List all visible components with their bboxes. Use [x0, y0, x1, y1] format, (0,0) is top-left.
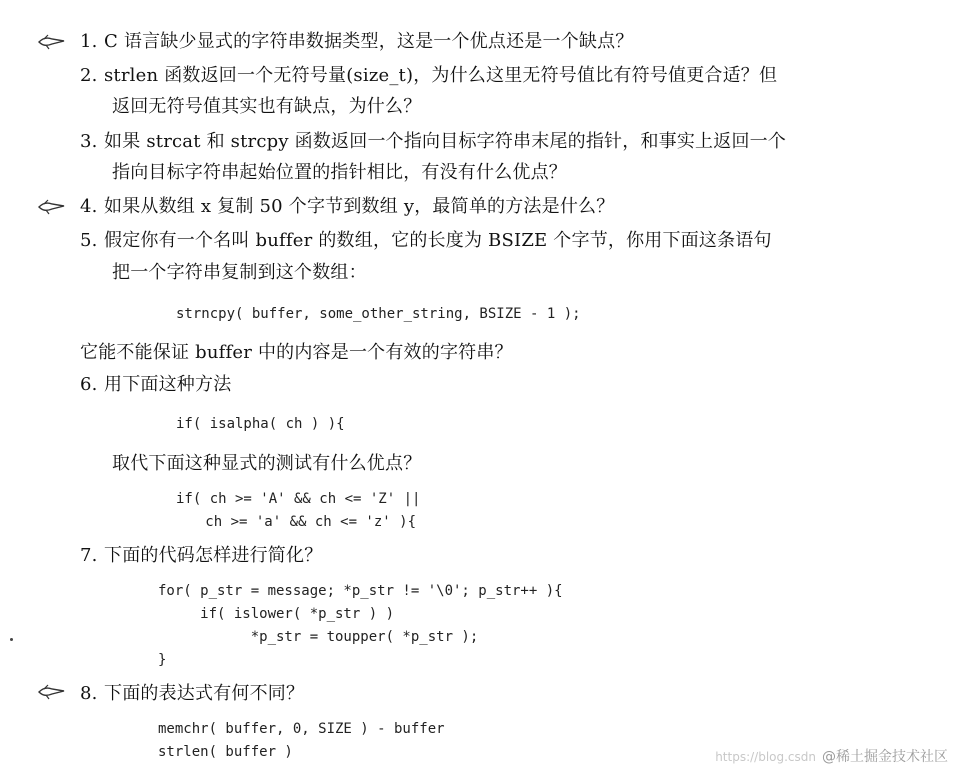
- watermark: [715, 746, 948, 766]
- code-snippet-line: if( ch >= 'A' && ch <= 'Z' ||: [176, 491, 421, 507]
- question-5-continued: [112, 261, 367, 285]
- question-6: [80, 373, 231, 397]
- question-text: 下面的代码怎样进行简化？: [104, 545, 323, 566]
- code-snippet-line: }: [158, 652, 167, 668]
- watermark-text: @稀土掘金技术社区: [822, 749, 948, 765]
- question-number: 7.: [80, 545, 98, 566]
- question-8: [80, 682, 304, 706]
- question-text: 它能不能保证 buffer 中的内容是一个有效的字符串？: [80, 342, 513, 363]
- question-text: 如果从数组 x 复制 50 个字节到数组 y，最简单的方法是什么？: [104, 196, 615, 217]
- question-number: 1.: [80, 31, 98, 52]
- code-snippet-line: if( islower( *p_str ) ): [158, 606, 395, 622]
- question-1: [80, 30, 634, 54]
- watermark-url: https://blog.csdn: [715, 750, 816, 764]
- code-snippet-line: strlen( buffer ): [158, 744, 293, 760]
- scan-speck: [10, 638, 13, 641]
- question-2: [80, 64, 777, 88]
- question-text: 如果 strcat 和 strcpy 函数返回一个指向目标字符串末尾的指针，和事实上返回一个: [104, 131, 787, 152]
- question-number: 4.: [80, 196, 98, 217]
- code-snippet-line: ch >= 'a' && ch <= 'z' ){: [180, 514, 417, 530]
- code-snippet: strncpy( buffer, some_other_string, BSIZE - 1 );: [176, 306, 581, 322]
- code-snippet-line: memchr( buffer, 0, SIZE ) - buffer: [158, 721, 445, 737]
- question-number: 2.: [80, 65, 98, 86]
- question-4: [80, 195, 614, 219]
- hand-pointer-icon: [38, 684, 66, 700]
- question-text: 指向目标字符串起始位置的指针相比，有没有什么优点？: [112, 162, 567, 183]
- question-number: 6.: [80, 374, 98, 395]
- question-text: strlen 函数返回一个无符号量(size_t)，为什么这里无符号值比有符号值更合适？但: [104, 65, 778, 86]
- question-2-continued: [112, 95, 421, 119]
- question-6-middle: [112, 452, 421, 476]
- code-snippet-line: *p_str = toupper( *p_str );: [158, 629, 479, 645]
- code-snippet: if( isalpha( ch ) ){: [176, 416, 345, 432]
- question-text: 取代下面这种显式的测试有什么优点？: [112, 453, 422, 474]
- question-5-followup: [80, 341, 513, 365]
- question-3: [80, 130, 786, 154]
- question-number: 3.: [80, 131, 98, 152]
- question-text: 返回无符号值其实也有缺点，为什么？: [112, 96, 422, 117]
- question-text: 把一个字符串复制到这个数组：: [112, 262, 367, 283]
- question-text: 用下面这种方法: [104, 374, 232, 395]
- question-number: 8.: [80, 683, 98, 704]
- hand-pointer-icon: [38, 199, 66, 215]
- question-text: 假定你有一个名叫 buffer 的数组，它的长度为 BSIZE 个字节，你用下面这条语句: [104, 230, 772, 251]
- question-text: 下面的表达式有何不同？: [104, 683, 305, 704]
- question-text: C 语言缺少显式的字符串数据类型，这是一个优点还是一个缺点？: [104, 31, 634, 52]
- hand-pointer-icon: [38, 34, 66, 50]
- question-7: [80, 544, 322, 568]
- question-number: 5.: [80, 230, 98, 251]
- code-snippet-line: for( p_str = message; *p_str != '\0'; p_str++ ){: [158, 583, 563, 599]
- question-3-continued: [112, 161, 567, 185]
- question-5: [80, 229, 772, 253]
